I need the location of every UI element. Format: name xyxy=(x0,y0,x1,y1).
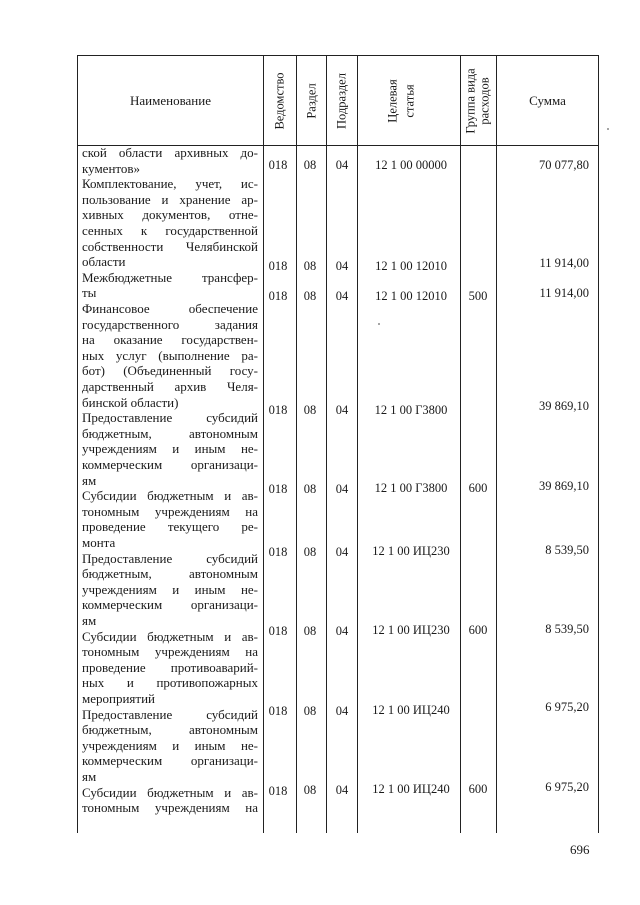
name-line: на оказание государствен- xyxy=(82,332,258,348)
cell-razdel: 08 xyxy=(303,783,317,797)
cell-celevaya: 12 1 00 ИЦ230 xyxy=(372,623,450,637)
cell-razdel: 08 xyxy=(303,624,317,638)
name-line: ям xyxy=(82,613,97,628)
cell-gruppa: 600 xyxy=(468,623,488,637)
cell-summa: 39 869,10 xyxy=(539,399,589,413)
header-celevaya-label-2: статья xyxy=(402,83,417,118)
header-celevaya-line2 xyxy=(398,56,422,145)
name-line: кументов» xyxy=(82,160,141,176)
name-line: хивных документов, отне- xyxy=(82,207,258,223)
table-border-right xyxy=(598,55,599,833)
cell-vedomstvo: 018 xyxy=(268,289,288,303)
name-line: пользование и хранение ар- xyxy=(82,191,258,207)
column-divider xyxy=(460,55,461,833)
scan-speck xyxy=(607,128,609,130)
header-podrazdel-label: Подраздел xyxy=(334,72,349,129)
column-divider xyxy=(326,55,327,833)
cell-razdel: 08 xyxy=(303,482,317,496)
name-line: Субсидии бюджетным и ав- xyxy=(82,628,258,644)
cell-vedomstvo: 018 xyxy=(268,482,288,496)
scan-speck xyxy=(378,323,380,325)
name-line: государственного задания xyxy=(82,316,258,332)
name-line: Субсидии бюджетным и ав- xyxy=(82,784,258,800)
cell-podrazdel: 04 xyxy=(335,704,349,718)
header-podrazdel xyxy=(327,56,357,145)
header-name xyxy=(78,56,263,145)
name-line: ям xyxy=(82,769,97,784)
name-line: Предоставление субсидий xyxy=(82,410,258,426)
cell-summa: 70 077,80 xyxy=(539,158,589,172)
name-line: ской области архивных до- xyxy=(82,145,258,160)
cell-podrazdel: 04 xyxy=(335,289,349,303)
name-line: бинской области) xyxy=(82,394,179,410)
name-line: ных и противопожарных xyxy=(82,675,258,691)
name-line: собственности Челябинской xyxy=(82,238,258,254)
header-gruppa-label-2: расходов xyxy=(477,76,492,125)
column-divider xyxy=(263,55,264,833)
column-divider xyxy=(296,55,297,833)
name-line: области xyxy=(82,254,126,270)
name-line: Комплектование, учет, ис- xyxy=(82,176,258,192)
cell-celevaya: 12 1 00 ИЦ240 xyxy=(372,782,450,796)
name-line: учреждениям и иным не- xyxy=(82,581,258,597)
cell-podrazdel: 04 xyxy=(335,403,349,417)
cell-razdel: 08 xyxy=(303,545,317,559)
header-vedomstvo xyxy=(264,56,296,145)
name-line: мероприятий xyxy=(82,691,155,706)
cell-razdel: 08 xyxy=(303,289,317,303)
cell-gruppa: 500 xyxy=(468,289,488,303)
cell-gruppa: 600 xyxy=(468,481,488,495)
cell-vedomstvo: 018 xyxy=(268,545,288,559)
header-gruppa-line2 xyxy=(473,56,497,145)
cell-celevaya: 12 1 00 Г3800 xyxy=(374,403,448,417)
cell-celevaya: 12 1 00 Г3800 xyxy=(374,481,448,495)
cell-podrazdel: 04 xyxy=(335,545,349,559)
name-line: сенных к государственной xyxy=(82,223,258,238)
cell-summa: 39 869,10 xyxy=(539,479,589,493)
cell-razdel: 08 xyxy=(303,403,317,417)
name-line: коммерческим организаци- xyxy=(82,753,258,769)
name-line: ты xyxy=(82,285,97,301)
cell-razdel: 08 xyxy=(303,259,317,273)
cell-celevaya: 12 1 00 12010 xyxy=(375,289,447,303)
cell-vedomstvo: 018 xyxy=(268,259,288,273)
cell-celevaya: 12 1 00 ИЦ240 xyxy=(372,703,450,717)
cell-vedomstvo: 018 xyxy=(268,784,288,798)
name-line: Предоставление субсидий xyxy=(82,550,258,566)
name-line: ям xyxy=(82,472,97,488)
cell-vedomstvo: 018 xyxy=(268,624,288,638)
name-line: Финансовое обеспечение xyxy=(82,301,258,316)
table-border-left xyxy=(77,55,78,833)
header-summa-label: Сумма xyxy=(529,92,566,108)
cell-summa: 11 914,00 xyxy=(539,286,589,300)
cell-celevaya: 12 1 00 ИЦ230 xyxy=(372,544,450,558)
name-line: Межбюджетные трансфер- xyxy=(82,269,258,285)
name-line: тономным учреждениям на xyxy=(82,644,258,660)
cell-summa: 8 539,50 xyxy=(545,543,589,557)
name-line: тономным учреждениям на xyxy=(82,503,258,519)
name-line: ных услуг (выполнение ра- xyxy=(82,347,258,363)
header-razdel-label: Раздел xyxy=(304,82,318,119)
cell-podrazdel: 04 xyxy=(335,259,349,273)
cell-razdel: 08 xyxy=(303,704,317,718)
name-line: Субсидии бюджетным и ав- xyxy=(82,488,258,504)
cell-celevaya: 12 1 00 12010 xyxy=(375,259,447,273)
name-line: проведение текущего ре- xyxy=(82,519,258,535)
header-summa xyxy=(497,56,598,145)
cell-gruppa: 600 xyxy=(468,782,488,796)
column-divider xyxy=(357,55,358,833)
cell-vedomstvo: 018 xyxy=(268,403,288,417)
name-line: коммерческим организаци- xyxy=(82,457,258,472)
name-line: бюджетным, автономным xyxy=(82,722,258,738)
header-gruppa-label-1: Группа вида xyxy=(463,67,478,134)
name-line: проведение противоаварий- xyxy=(82,659,258,675)
cell-podrazdel: 04 xyxy=(335,158,349,172)
cell-vedomstvo: 018 xyxy=(268,704,288,718)
name-line: дарственный архив Челя- xyxy=(82,379,258,394)
header-celevaya-label-1: Целевая xyxy=(385,78,400,123)
cell-summa: 8 539,50 xyxy=(545,622,589,636)
cell-podrazdel: 04 xyxy=(335,624,349,638)
page-number: 696 xyxy=(570,842,590,857)
name-line: учреждениям и иным не- xyxy=(82,737,258,753)
name-line: тономным учреждениям на xyxy=(82,800,258,816)
name-line: монта xyxy=(82,535,116,550)
header-name-label: Наименование xyxy=(130,92,211,108)
name-line: Предоставление субсидий xyxy=(82,706,258,722)
name-line: бот) (Объединенный госу- xyxy=(82,363,258,379)
header-vedomstvo-label: Ведомство xyxy=(272,71,287,130)
cell-razdel: 08 xyxy=(303,158,317,172)
cell-vedomstvo: 018 xyxy=(268,158,288,172)
cell-summa: 6 975,20 xyxy=(545,700,589,714)
name-line: учреждениям и иным не- xyxy=(82,441,258,457)
cell-celevaya: 12 1 00 00000 xyxy=(375,158,447,172)
cell-summa: 6 975,20 xyxy=(545,780,589,794)
header-razdel xyxy=(297,56,326,145)
name-line: бюджетным, автономным xyxy=(82,425,258,441)
cell-podrazdel: 04 xyxy=(335,783,349,797)
name-line: бюджетным, автономным xyxy=(82,566,258,582)
cell-summa: 11 914,00 xyxy=(539,256,589,270)
name-line: коммерческим организаци- xyxy=(82,597,258,613)
cell-podrazdel: 04 xyxy=(335,482,349,496)
